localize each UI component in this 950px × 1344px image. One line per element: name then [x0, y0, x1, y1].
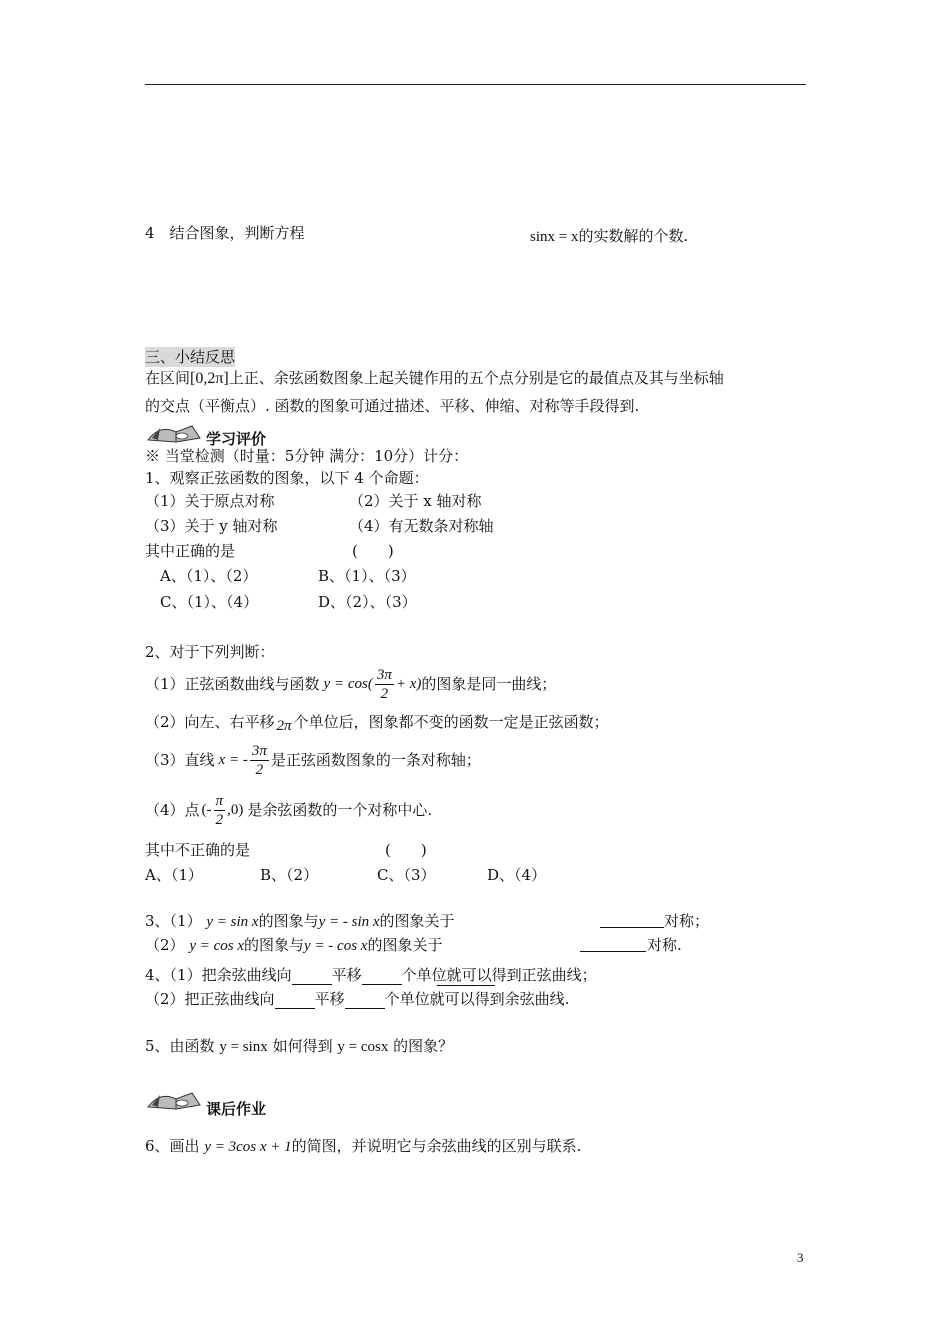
- p3-blank-2[interactable]: [580, 937, 646, 952]
- p2-text: （2）向左、右平移: [145, 713, 275, 731]
- summary-text: 在区间: [145, 369, 191, 387]
- p4-line-1: [145, 965, 597, 985]
- q4-equation: sinx = x: [530, 229, 579, 245]
- p1-answer-paren: ( ): [352, 542, 394, 560]
- homework-text: 6、画出: [145, 1137, 200, 1155]
- p1-option-3: （3）关于 y 轴对称: [145, 517, 278, 535]
- math-expr: y = cosx: [337, 1039, 389, 1055]
- interval-math: [0,2π]: [190, 370, 229, 387]
- math-expr: + x): [395, 676, 422, 692]
- page-number: 3: [797, 1250, 804, 1265]
- p2-choice-d: D、（4）: [487, 866, 547, 884]
- p2-text: 个单位后，图象都不变的函数一定是正弦函数；: [293, 713, 609, 731]
- p4-text: 个单位就可以得到正弦曲线；: [401, 966, 597, 984]
- p3-text: 的图象关于: [367, 936, 443, 954]
- p4-underline-mark: [437, 985, 495, 986]
- p3-text: 3、（1）: [145, 912, 202, 930]
- math-expr: ,0): [227, 802, 244, 818]
- p2-statement-1: [145, 664, 556, 704]
- p1-stem: 1、观察正弦函数的图象，以下 4 个命题：: [145, 469, 429, 487]
- fraction-num: π: [215, 792, 224, 809]
- math-expr: y = 3cos x + 1: [204, 1139, 292, 1155]
- p2-ask: 其中不正确的是: [145, 841, 251, 859]
- p2-choice-b: B、（2）: [260, 866, 319, 884]
- summary-line-1: [145, 368, 724, 389]
- p2-text: （1）正弦函数曲线与函数: [145, 675, 320, 693]
- p3-line-2-end: 对称.: [647, 936, 682, 954]
- p3-line-1: [145, 911, 455, 932]
- q4-text: [145, 223, 305, 243]
- p3-text: 的图象与: [244, 936, 305, 954]
- p1-choice-c: C、（1）、（4）: [160, 593, 259, 611]
- homework-line: [145, 1136, 581, 1157]
- fraction-num: 3π: [376, 666, 392, 683]
- math-expr: y = sin x: [206, 914, 259, 930]
- p2-statement-4: [145, 790, 432, 830]
- p1-option-2: （2）关于 x 轴对称: [349, 492, 482, 510]
- p4-line-2: [145, 989, 569, 1009]
- eval-check: ※ 当堂检测（时量：5分钟 满分：10分）计分：: [145, 447, 469, 465]
- fraction: [250, 742, 269, 779]
- math-expr: 2π: [276, 718, 292, 734]
- homework-heading: 课后作业: [206, 1100, 267, 1118]
- p3-blank-1[interactable]: [600, 913, 664, 928]
- fraction-num: 3π: [251, 742, 267, 759]
- p2-choice-c: C、（3）: [377, 866, 436, 884]
- q4-suffix: 的实数解的个数.: [578, 227, 689, 245]
- p1-ask: 其中正确的是: [145, 542, 236, 560]
- p2-choice-a: A、（1）: [145, 866, 203, 884]
- q4-prefix: 4 结合图象，判断方程: [145, 224, 305, 242]
- summary-line-2: 的交点（平衡点）. 函数的图象可通过描述、平移、伸缩、对称等手段得到.: [145, 397, 640, 415]
- p1-choice-d: D、（2）、（3）: [318, 593, 417, 611]
- math-expr: (-: [201, 802, 212, 818]
- p2-text: 是余弦函数的一个对称中心.: [247, 801, 433, 819]
- p2-text: （4）点: [145, 801, 200, 819]
- math-expr: x = -: [218, 752, 248, 768]
- p4-text: 个单位就可以得到余弦曲线.: [384, 990, 570, 1008]
- eval-heading: 学习评价: [206, 430, 267, 448]
- fraction-den: 2: [375, 684, 394, 703]
- p4-blank-direction-1[interactable]: [292, 970, 332, 985]
- summary-heading: 三、小结反思: [145, 348, 236, 366]
- p2-text: （3）直线: [145, 751, 215, 769]
- p2-statement-3: [145, 740, 481, 780]
- p3-line-1-end: 对称；: [664, 912, 710, 930]
- p2-text: 的图象是同一曲线；: [421, 675, 557, 693]
- math-expr: y = cos(: [323, 676, 373, 692]
- p5-text: 的图象？: [393, 1037, 454, 1055]
- fraction-den: 2: [214, 810, 226, 829]
- p5-text: 5、由函数: [145, 1037, 215, 1055]
- p4-text: （2）把正弦曲线向: [145, 990, 275, 1008]
- p3-text: （2）: [145, 936, 185, 954]
- p4-blank-amount-1[interactable]: [362, 970, 402, 985]
- p3-line-2: [145, 935, 442, 956]
- header-rule: [145, 84, 806, 85]
- p4-text: 4、（1）把余弦曲线向: [145, 966, 292, 984]
- p1-choice-a: A、（1）、（2）: [160, 567, 258, 585]
- p3-text: 的图象与: [258, 912, 319, 930]
- p1-option-1: （1）关于原点对称: [145, 492, 275, 510]
- p3-text: 的图象关于: [379, 912, 455, 930]
- p4-blank-amount-2[interactable]: [345, 994, 385, 1009]
- p5-line: [145, 1036, 453, 1057]
- math-expr: y = - sin x: [318, 914, 380, 930]
- p2-statement-2: [145, 712, 609, 732]
- p2-text: 是正弦函数图象的一条对称轴；: [270, 751, 481, 769]
- book-logo-icon: [146, 418, 202, 444]
- q4-equation-line: [530, 226, 688, 247]
- p4-blank-direction-2[interactable]: [275, 994, 315, 1009]
- summary-text: 上正、余弦函数图象上起关键作用的五个点分别是它的最值点及其与坐标轴: [228, 369, 724, 387]
- fraction: [214, 792, 226, 829]
- math-expr: y = cos x: [189, 938, 245, 954]
- homework-text: 的简图，并说明它与余弦曲线的区别与联系.: [291, 1137, 582, 1155]
- fraction: [375, 666, 394, 703]
- book-logo-icon: [146, 1085, 202, 1111]
- p5-text: 如何得到: [272, 1037, 333, 1055]
- p1-option-4: （4）有无数条对称轴: [349, 517, 494, 535]
- math-expr: y = - cos x: [304, 938, 368, 954]
- p4-text: 平移: [331, 966, 362, 984]
- p4-text: 平移: [314, 990, 345, 1008]
- math-expr: y = sinx: [219, 1039, 268, 1055]
- fraction-den: 2: [250, 760, 269, 779]
- p2-stem: 2、对于下列判断：: [145, 643, 275, 661]
- p1-choice-b: B、（1）、（3）: [318, 567, 416, 585]
- p2-answer-paren: ( ): [385, 841, 427, 859]
